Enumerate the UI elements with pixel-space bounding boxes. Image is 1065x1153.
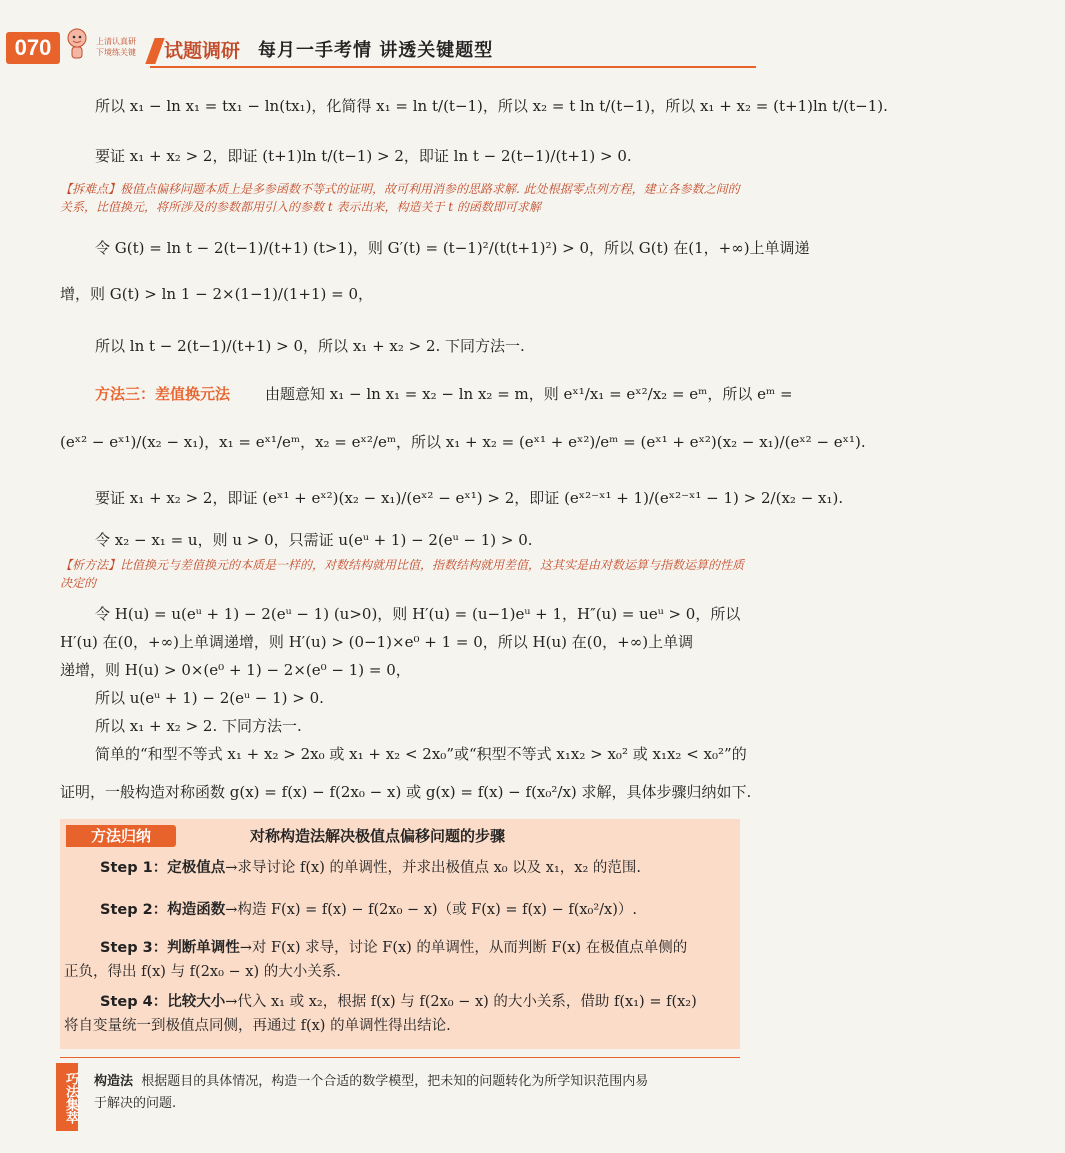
step-line — [100, 858, 740, 878]
method3-label: 方法三：差值换元法 — [95, 385, 231, 403]
step-text: →求导讨论 f(x) 的单调性，并求出极值点 x₀ 以及 x₁，x₂ 的范围. — [225, 860, 641, 876]
text-line: 由题意知 x₁ − ln x₁ = x₂ − ln x₂ = m，则 eˣ¹/x₁ = eˣ²/x₂ = eᵐ，所以 eᵐ = — [265, 385, 793, 403]
text-line: 要证 x₁ + x₂ > 2，即证 (eˣ¹ + eˣ²)(x₂ − x₁)/(eˣ² − eˣ¹) > 2，即证 (eˣ²⁻ˣ¹ + 1)/(eˣ²⁻ˣ¹ − 1) > 2/(x₂ − x₁). — [95, 489, 844, 507]
step-label: Step 3：判断单调性 — [100, 940, 240, 956]
text-line: 要证 x₁ + x₂ > 2，即证 (t+1)ln t/(t−1) > 2，即证 ln t − 2(t−1)/(t+1) > 0. — [95, 147, 632, 165]
header-rule — [150, 66, 756, 68]
step-label: Step 4：比较大小 — [100, 994, 226, 1010]
method-tag: 方法归纳 — [66, 825, 176, 847]
text-line: 所以 u(eᵘ + 1) − 2(eᵘ − 1) > 0. — [95, 689, 324, 707]
mascot-icon — [64, 26, 90, 60]
step-line — [64, 1016, 704, 1036]
section-subtitle: 每月一手考情 讲透关键题型 — [258, 40, 494, 61]
footer-line: 于解决的问题. — [94, 1096, 177, 1111]
step-text: →代入 x₁ 或 x₂，根据 f(x) 与 f(2x₀ − x) 的大小关系，借助 f(x₁) = f(x₂) — [225, 994, 697, 1010]
analysis-note: 【析方法】比值换元与差值换元的本质是一样的，对数结构就用比值，指数结构就用差值，这其实是由对数运算与指数运算的性质决定的 — [60, 558, 745, 590]
step-text: 将自变量统一到极值点同侧，再通过 f(x) 的单调性得出结论. — [64, 1018, 451, 1034]
step-line — [100, 900, 740, 920]
box-title: 对称构造法解决极值点偏移问题的步骤 — [250, 827, 506, 845]
text-line: (eˣ² − eˣ¹)/(x₂ − x₁)，x₁ = eˣ¹/eᵐ，x₂ = eˣ²/eᵐ，所以 x₁ + x₂ = (eˣ¹ + eˣ²)/eᵐ = (eˣ¹ + eˣ²)(x₂ − x₁)/(eˣ² − eˣ¹). — [60, 433, 866, 451]
step-text: →对 F(x) 求导，讨论 F(x) 的单调性，从而判断 F(x) 在极值点单侧的 — [239, 940, 688, 956]
footer-text: 根据题目的具体情况，构造一个合适的数学模型，把未知的问题转化为所学知识范围内易 — [141, 1074, 649, 1089]
footer-rule — [60, 1057, 740, 1058]
text-line: 所以 ln t − 2(t−1)/(t+1) > 0，所以 x₁ + x₂ > 2. 下同方法一. — [95, 337, 525, 355]
page-number: 070 — [6, 32, 60, 64]
text-line: 证明，一般构造对称函数 g(x) = f(x) − f(2x₀ − x) 或 g(x) = f(x) − f(x₀²/x) 求解，具体步骤归纳如下. — [60, 783, 752, 801]
text-line: 所以 x₁ + x₂ > 2. 下同方法一. — [95, 717, 302, 735]
text-line: H′(u) 在(0，+∞)上单调递增，则 H′(u) > (0−1)×e⁰ + 1 = 0，所以 H(u) 在(0，+∞)上单调 — [60, 633, 694, 651]
header-bar — [150, 38, 756, 64]
page-header — [0, 0, 800, 70]
footer-line — [94, 1072, 744, 1091]
text-line: 增，则 G(t) > ln 1 − 2×(1−1)/(1+1) = 0， — [60, 285, 373, 303]
step-label: Step 2：构造函数 — [100, 902, 226, 918]
section-title: 试题调研 — [164, 40, 241, 62]
step-line — [100, 992, 740, 1012]
text-line: 所以 x₁ − ln x₁ = tx₁ − ln(tx₁)，化简得 x₁ = ln t/(t−1)，所以 x₂ = t ln t/(t−1)，所以 x₁ + x₂ = (t+1)ln t/(t−1). — [95, 97, 888, 115]
mini-label-2: 下境练关键 — [96, 48, 136, 57]
text-line: 简单的“和型不等式 x₁ + x₂ > 2x₀ 或 x₁ + x₂ < 2x₀”或“积型不等式 x₁x₂ > x₀² 或 x₁x₂ < x₀²”的 — [95, 745, 747, 763]
text-line: 令 H(u) = u(eᵘ + 1) − 2(eᵘ − 1) (u>0)，则 H′(u) = (u−1)eᵘ + 1，H″(u) = ueᵘ > 0，所以 — [95, 605, 741, 623]
footer-term: 构造法 — [94, 1074, 134, 1089]
step-line — [100, 938, 740, 958]
mini-label-1: 上清认真研 — [96, 37, 136, 46]
step-label: Step 1：定极值点 — [100, 860, 226, 876]
step-text: 正负，得出 f(x) 与 f(2x₀ − x) 的大小关系. — [64, 964, 341, 980]
side-tag: 巧法集萃 — [56, 1063, 78, 1131]
method-summary-box — [60, 819, 740, 1049]
difficulty-note: 【拆难点】极值点偏移问题本质上是多参函数不等式的证明，故可利用消参的思路求解. 此处根据零点列方程，建立各参数之间的关系，比值换元，将所涉及的参数都用引入的参数 t 表示出来，构造关于 t 的函数即可求解 — [60, 182, 740, 214]
slash-decoration — [145, 38, 164, 64]
step-line — [64, 962, 704, 982]
text-line: 令 G(t) = ln t − 2(t−1)/(t+1) (t>1)，则 G′(t) = (t−1)²/(t(t+1)²) > 0，所以 G(t) 在(1，+∞)上单调递 — [95, 239, 810, 257]
step-text: →构造 F(x) = f(x) − f(2x₀ − x)（或 F(x) = f(x) − f(x₀²/x)）. — [225, 902, 637, 918]
text-line: 递增，则 H(u) > 0×(e⁰ + 1) − 2×(e⁰ − 1) = 0， — [60, 661, 411, 679]
text-line: 令 x₂ − x₁ = u，则 u > 0，只需证 u(eᵘ + 1) − 2(eᵘ − 1) > 0. — [95, 531, 533, 549]
